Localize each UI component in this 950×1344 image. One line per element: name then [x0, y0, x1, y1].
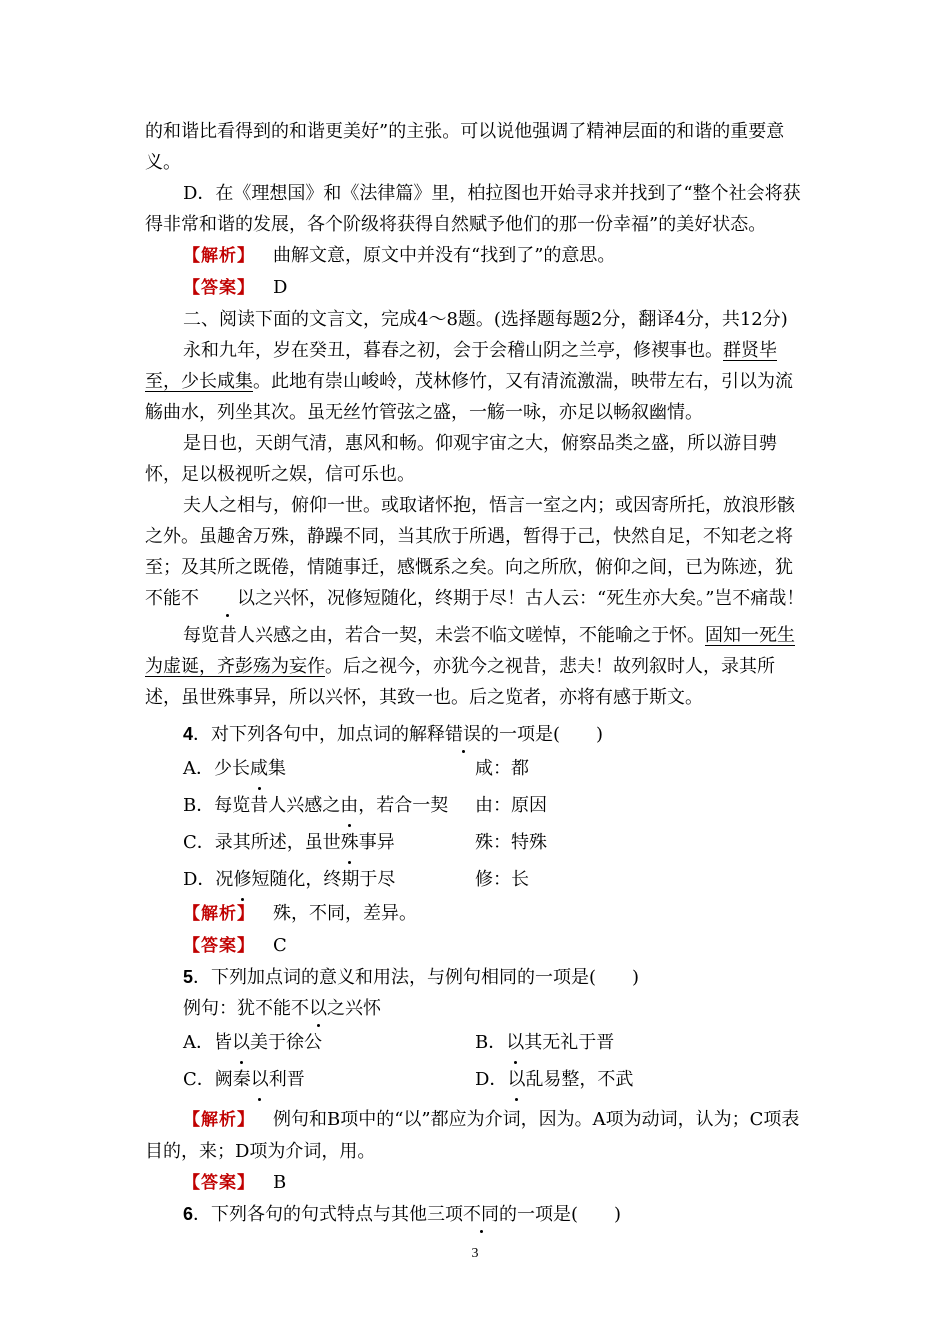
answer-text: B: [273, 1172, 287, 1193]
dotted-word: 修: [233, 861, 251, 898]
option-text: B．: [475, 1032, 507, 1053]
analysis-label: 【解析】: [183, 904, 255, 924]
stem-text: ．下列加点词的意义和用法，与例句相同的一项是( ): [193, 967, 640, 988]
passage-paragraph-2: 是日也，天朗气清，惠风和畅。仰观宇宙之大，俯察品类之盛，所以游目骋怀，足以极视听之娱，信可乐也。: [145, 433, 777, 485]
option-text: B．每览昔人兴感之: [183, 795, 341, 816]
option-text: A．皆: [183, 1032, 232, 1053]
passage-paragraph-3: [145, 490, 810, 614]
document-page: [145, 116, 810, 1230]
dotted-word: 由: [340, 787, 358, 824]
option-text: 乱易整，不武: [525, 1069, 634, 1090]
answer-label: 【答案】: [183, 1173, 255, 1193]
analysis-label: 【解析】: [183, 1110, 255, 1130]
option-gloss: 由：原因: [475, 795, 547, 816]
passage-text: 夫人之相与，俯仰一世。或取诸怀抱，悟言一室之内；或因寄所托，放浪形骸之外。虽趣舍万殊，静躁不同，当其欣于所遇，暂得于己，快然自足，不知老之将至；及其所之既倦，情随事迁，感慨系之矣。向之所欣，俯仰之间，已为陈迹，犹不能不: [145, 495, 795, 609]
option-text: 短随化，终期于尽: [251, 869, 396, 890]
stem-text: ．下列各句的句式特点与其他三项: [193, 1204, 464, 1225]
section-heading: 二、阅读下面的文言文，完成4～8题。(选择题每题2分，翻译4分，共12分): [183, 309, 788, 330]
dotted-word: 殊: [341, 824, 359, 861]
dotted-word: 错误: [445, 719, 481, 750]
analysis-text: 殊，不同，差异。: [273, 903, 417, 924]
answer-text: D: [273, 277, 288, 298]
answer-label: 【答案】: [183, 278, 255, 298]
question-4-option-a: [145, 750, 810, 787]
option-text: 美于徐公: [250, 1032, 322, 1053]
prev-passage-line: 的和谐比看得到的和谐更美好”的主张。可以说他强调了精神层面的和谐的重要意义。: [145, 121, 785, 173]
question-4-option-d: [145, 861, 810, 898]
answer-text: C: [273, 935, 287, 956]
dotted-word: 以: [251, 1061, 269, 1098]
question-number: 6: [183, 1204, 194, 1224]
dotted-word: 不同: [463, 1199, 499, 1230]
passage-text: 。后之视今，亦犹今之视昔，悲夫！故列叙时人，录其所述，虽世殊事异，所以兴怀，其致一也。后之览者，亦将有感于斯文。: [145, 656, 775, 708]
question-4-stem: [145, 719, 810, 750]
option-text: 集: [268, 758, 286, 779]
page-number: 3: [471, 1246, 479, 1261]
dotted-word: 以: [507, 1061, 525, 1098]
stem-text: ．对下列各句中，加点词的解释: [193, 724, 446, 745]
question-5-stem: [145, 962, 810, 993]
option-text: 其无礼于晋: [524, 1032, 615, 1053]
passage-text: 之兴怀，况修短随化，终期于尽！古人云：“死生亦大矣。”岂不痛哉！: [255, 588, 805, 609]
option-text: D．况: [183, 869, 234, 890]
stem-text: 的一项是( ): [481, 724, 604, 745]
dotted-word: 咸: [250, 750, 268, 787]
option-text: C．阙秦: [183, 1069, 251, 1090]
option-gloss: 咸：都: [475, 758, 529, 779]
question-4-option-b: [145, 787, 810, 824]
stem-text: 的一项是( ): [499, 1204, 622, 1225]
passage-text: 每览昔人兴感之由，若合一契，未尝不临文嗟悼，不能喻之于怀。: [183, 625, 705, 646]
question-6-stem: [145, 1199, 810, 1230]
analysis-label: 【解析】: [183, 246, 255, 266]
option-text: D．: [475, 1069, 508, 1090]
option-text: 利晋: [268, 1069, 305, 1090]
question-4-option-c: [145, 824, 810, 861]
underlined-sentence-2: 固知一死生为虚诞，齐彭殇为妄作: [145, 625, 795, 677]
option-gloss: 修：长: [475, 869, 529, 890]
prev-option-d: D．在《理想国》和《法律篇》里，柏拉图也开始寻求并找到了“整个社会将获得非常和谐的发展，各个阶级将获得自然赋予他们的那一份幸福”的美好状态。: [145, 183, 801, 235]
answer-label: 【答案】: [183, 936, 255, 956]
question-4-analysis: [145, 898, 810, 930]
dotted-word: 以: [199, 583, 255, 614]
analysis-text: 曲解文意，原文中并没有“找到了”的意思。: [273, 245, 616, 266]
question-5-example: [145, 993, 810, 1024]
question-5-analysis: [145, 1104, 810, 1167]
passage-paragraph-4: [145, 620, 810, 713]
passage-text: 永和九年，岁在癸丑，暮春之初，会于会稽山阴之兰亭，修禊事也。: [183, 340, 723, 361]
prev-answer: [145, 272, 810, 304]
option-text: 事异: [358, 832, 395, 853]
question-5-options-row-2: [145, 1061, 810, 1098]
example-text: 之兴怀: [327, 998, 381, 1019]
option-gloss: 殊：特殊: [475, 832, 547, 853]
question-5-answer: [145, 1167, 810, 1199]
passage-paragraph-1: [145, 335, 810, 428]
prev-analysis: [145, 240, 810, 272]
dotted-word: 以: [309, 993, 327, 1024]
dotted-word: 以: [506, 1024, 524, 1061]
underlined-sentence-1: 群贤毕至，少长咸集: [145, 340, 777, 392]
analysis-text: 例句和B项中的“以”都应为介词，因为。A项为动词，认为；C项表目的，来；D项为介词，用。: [145, 1109, 800, 1162]
question-4-answer: [145, 930, 810, 962]
example-text: 例句：犹不能不: [183, 998, 309, 1019]
option-text: C．录其所述，虽世: [183, 832, 341, 853]
question-5-options-row-1: [145, 1024, 810, 1061]
option-text: ，若合一契: [358, 795, 449, 816]
passage-text: 。此地有崇山峻岭，茂林修竹，又有清流激湍，映带左右，引以为流觞曲水，列坐其次。虽无丝竹管弦之盛，一觞一咏，亦足以畅叙幽情。: [145, 371, 793, 423]
question-number: 4: [183, 724, 194, 744]
question-number: 5: [183, 967, 194, 987]
dotted-word: 以: [232, 1024, 250, 1061]
option-text: A．少长: [183, 758, 250, 779]
